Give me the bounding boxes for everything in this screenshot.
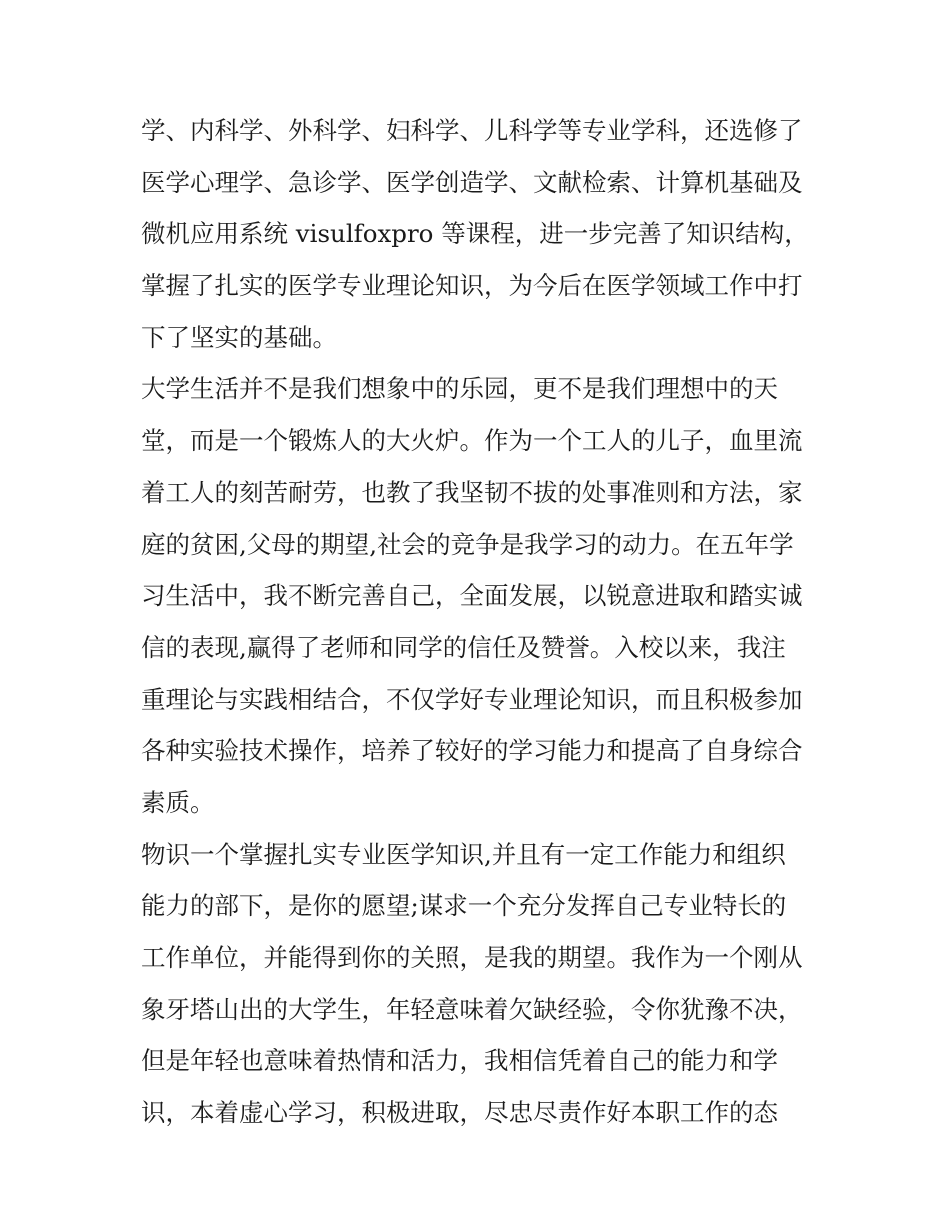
- text-line: 信的表现,赢得了老师和同学的信任及赞誉。入校以来，我注: [141, 632, 786, 662]
- text-line: 素质。: [141, 787, 215, 817]
- text-line: 堂，而是一个锻炼人的大火炉。作为一个工人的儿子，血里流: [141, 426, 803, 456]
- text-line: 能力的部下，是你的愿望;谋求一个充分发挥自己专业特长的: [141, 891, 787, 921]
- body-text: [141, 105, 821, 1139]
- text-line: 掌握了扎实的医学专业理论知识，为今后在医学领域工作中打: [141, 271, 803, 301]
- text-line: 着工人的刻苦耐劳，也教了我坚韧不拔的处事准则和方法，家: [141, 477, 803, 507]
- text-line: 大学生活并不是我们想象中的乐园，更不是我们理想中的天: [141, 374, 778, 404]
- text-line: 但是年轻也意味着热情和活力，我相信凭着自己的能力和学: [141, 1046, 778, 1076]
- text-line: 微机应用系统 visulfoxpro 等课程，进一步完善了知识结构，: [141, 219, 809, 249]
- text-line: 工作单位，并能得到你的关照，是我的期望。我作为一个刚从: [141, 943, 803, 972]
- text-line: 习生活中，我不断完善自己，全面发展，以锐意进取和踏实诚: [141, 581, 803, 611]
- text-line: 重理论与实践相结合，不仅学好专业理论知识，而且积极参加: [141, 684, 803, 714]
- text-line: 学、内科学、外科学、妇科学、儿科学等专业学科，还选修了: [141, 116, 803, 145]
- text-line: 识，本着虚心学习，积极进取，尽忠尽责作好本职工作的态: [141, 1098, 778, 1128]
- text-line: 物识一个掌握扎实专业医学知识,并且有一定工作能力和组织: [141, 839, 786, 869]
- text-line: 下了坚实的基础。: [141, 322, 337, 352]
- text-line: 庭的贫困,父母的期望,社会的竞争是我学习的动力。在五年学: [141, 529, 794, 559]
- text-line: 各种实验技术操作，培养了较好的学习能力和提高了自身综合: [141, 736, 803, 766]
- text-line: 医学心理学、急诊学、医学创造学、文献检索、计算机基础及: [141, 167, 803, 197]
- text-line: 象牙塔山出的大学生，年轻意味着欠缺经验，令你犹豫不决，: [141, 994, 803, 1024]
